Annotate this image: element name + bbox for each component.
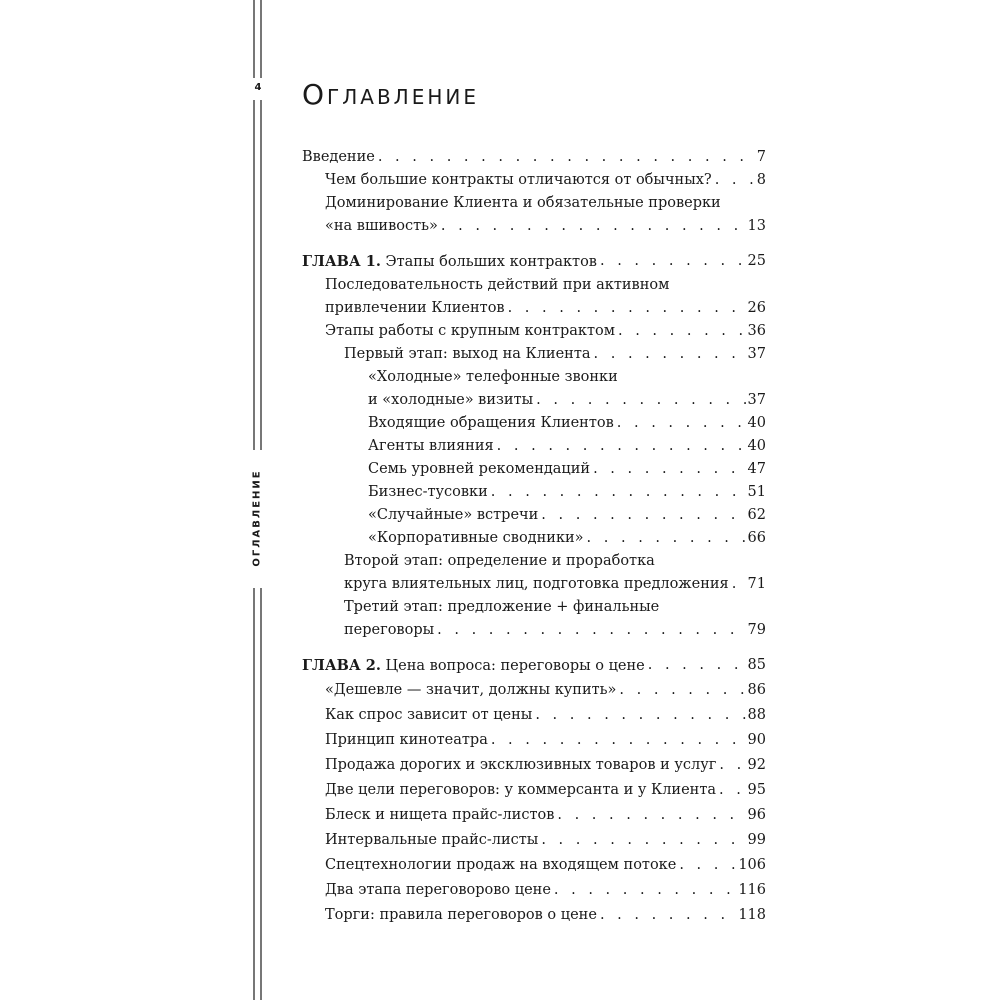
page-number: 4	[254, 82, 262, 93]
margin-rule	[253, 0, 255, 78]
entry-text: Бизнес-тусовки	[368, 484, 488, 500]
entry-page: 13	[747, 218, 766, 234]
entry-title	[325, 703, 532, 728]
entry-text: Интервальные прайс-листы	[325, 832, 539, 848]
entry-title	[368, 412, 614, 435]
margin-rule	[253, 588, 255, 1000]
entry-title-line: Третий этап: предложение + финальные	[344, 599, 660, 615]
entry-page: 25	[747, 253, 766, 269]
entry-text: переговоры	[344, 622, 435, 638]
entry-page: 85	[747, 657, 766, 673]
dot-leader	[716, 753, 747, 778]
dot-leader	[729, 573, 748, 596]
dot-leader	[645, 654, 748, 678]
margin-rule	[260, 0, 262, 78]
entry-text: Входящие обращения Клиентов	[368, 415, 614, 431]
entry-title	[325, 215, 438, 238]
toc-entry[interactable]	[302, 678, 766, 703]
entry-page: 26	[747, 300, 766, 316]
toc-entry[interactable]	[302, 320, 766, 343]
entry-page: 96	[747, 807, 766, 823]
dot-leader	[676, 853, 738, 878]
entry-title	[344, 619, 434, 642]
dot-leader	[591, 343, 748, 366]
page-title: Оглавление	[302, 78, 479, 111]
dot-leader	[438, 215, 748, 238]
toc-entry[interactable]	[302, 550, 766, 596]
entry-page: 8	[756, 172, 766, 188]
entry-text: и «холодные» визиты	[368, 392, 534, 408]
table-of-contents	[302, 146, 766, 928]
entry-page: 90	[747, 732, 766, 748]
entry-page: 40	[747, 438, 766, 454]
toc-section	[302, 654, 766, 928]
toc-entry[interactable]	[302, 366, 766, 412]
entry-title	[368, 389, 533, 412]
entry-page: 7	[756, 149, 766, 165]
entry-title	[325, 678, 616, 703]
entry-title	[325, 297, 505, 320]
toc-entry[interactable]	[302, 878, 766, 903]
dot-leader	[538, 828, 747, 853]
entry-title	[325, 853, 676, 878]
toc-entry[interactable]	[302, 169, 766, 192]
entry-text: «Корпоративные сводники»	[368, 530, 584, 546]
margin-rule	[253, 100, 255, 450]
toc-section	[302, 250, 766, 642]
toc-entry[interactable]	[302, 250, 766, 274]
entry-title-line: Доминирование Клиента и обязательные проверки	[325, 195, 721, 211]
entry-page: 95	[747, 782, 766, 798]
entry-text: Цена вопроса: переговоры о цене	[380, 658, 645, 674]
entry-page: 40	[747, 415, 766, 431]
dot-leader	[615, 320, 748, 343]
entry-text: Агенты влияния	[368, 438, 494, 454]
entry-text: «Случайные» встречи	[368, 507, 539, 523]
entry-title-line: Последовательность действий при активном	[325, 277, 670, 293]
dot-leader	[590, 458, 747, 481]
entry-text: привлечении Клиентов	[325, 300, 505, 316]
toc-entry[interactable]	[302, 596, 766, 642]
toc-entry[interactable]	[302, 274, 766, 320]
entry-page: 92	[747, 757, 766, 773]
margin-rule	[260, 588, 262, 1000]
entry-title	[325, 803, 554, 828]
dot-leader	[597, 250, 748, 274]
toc-entry[interactable]	[302, 828, 766, 853]
toc-entry[interactable]	[302, 458, 766, 481]
entry-page: 79	[747, 622, 766, 638]
entry-title-line: «Холодные» телефонные звонки	[368, 369, 618, 385]
entry-title-line: Второй этап: определение и проработка	[344, 553, 655, 569]
toc-entry[interactable]	[302, 703, 766, 728]
entry-title	[368, 481, 488, 504]
toc-entry[interactable]	[302, 412, 766, 435]
margin-rule	[260, 100, 262, 450]
entry-title	[325, 903, 597, 928]
entry-title	[344, 343, 591, 366]
entry-text: Этапы больших контрактов	[380, 254, 597, 270]
entry-page: 66	[747, 530, 766, 546]
entry-page: 86	[747, 682, 766, 698]
entry-page: 37	[747, 346, 766, 362]
dot-leader	[616, 678, 747, 703]
entry-text: Введение	[302, 149, 375, 165]
toc-entry[interactable]	[302, 778, 766, 803]
dot-leader	[614, 412, 748, 435]
entry-text: Как спрос зависит от цены	[325, 707, 533, 723]
dot-leader	[712, 169, 757, 192]
entry-title	[368, 435, 494, 458]
dot-leader	[716, 778, 748, 803]
dot-leader	[494, 435, 748, 458]
entry-page: 37	[747, 392, 766, 408]
dot-leader	[375, 146, 757, 169]
entry-text: «Дешевле — значит, должны купить»	[325, 682, 617, 698]
dot-leader	[533, 389, 747, 412]
entry-text: Две цели переговоров: у коммерсанта и у Клиента	[325, 782, 717, 798]
entry-text: Торги: правила переговоров о цене	[325, 907, 597, 923]
entry-title	[325, 753, 716, 778]
toc-entry[interactable]	[302, 481, 766, 504]
dot-leader	[554, 803, 747, 828]
chapter-label: ГЛАВА 1.	[302, 253, 381, 270]
dot-leader	[551, 878, 738, 903]
dot-leader	[597, 903, 738, 928]
entry-page: 99	[747, 832, 766, 848]
dot-leader	[505, 297, 748, 320]
entry-title	[302, 146, 375, 169]
entry-title	[302, 654, 645, 678]
entry-text: Первый этап: выход на Клиента	[344, 346, 591, 362]
dot-leader	[538, 504, 747, 527]
dot-leader	[488, 481, 748, 504]
toc-entry[interactable]	[302, 146, 766, 169]
toc-entry[interactable]	[302, 343, 766, 366]
dot-leader	[532, 703, 747, 728]
toc-entry[interactable]	[302, 728, 766, 753]
entry-page: 116	[738, 882, 766, 898]
entry-page: 118	[738, 907, 766, 923]
entry-text: Продажа дорогих и эксклюзивных товаров и услуг	[325, 757, 717, 773]
entry-text: Два этапа переговорово цене	[325, 882, 551, 898]
toc-entry[interactable]	[302, 753, 766, 778]
entry-title	[302, 250, 597, 274]
entry-title	[325, 828, 538, 853]
entry-text: Семь уровней рекомендаций	[368, 461, 591, 477]
entry-page: 62	[747, 507, 766, 523]
toc-entry[interactable]	[302, 654, 766, 678]
dot-leader	[434, 619, 747, 642]
entry-title	[325, 728, 488, 753]
dot-leader	[584, 527, 748, 550]
toc-section	[302, 146, 766, 238]
entry-title	[325, 878, 551, 903]
entry-text: круга влиятельных лиц, подготовка предложения	[344, 576, 729, 592]
toc-entry[interactable]	[302, 192, 766, 238]
dot-leader	[488, 728, 748, 753]
entry-title	[325, 778, 716, 803]
entry-page: 51	[747, 484, 766, 500]
entry-page: 47	[747, 461, 766, 477]
toc-entry[interactable]	[302, 435, 766, 458]
toc-entry[interactable]	[302, 903, 766, 928]
entry-title	[368, 458, 590, 481]
toc-entry[interactable]	[302, 527, 766, 550]
entry-text: Принцип кинотеатра	[325, 732, 488, 748]
entry-title	[368, 527, 584, 550]
entry-text: Спецтехнологии продаж на входящем потоке	[325, 857, 677, 873]
toc-entry[interactable]	[302, 504, 766, 527]
toc-entry[interactable]	[302, 803, 766, 828]
entry-title	[325, 320, 615, 343]
entry-title	[325, 169, 712, 192]
entry-text: Чем большие контракты отличаются от обычных?	[325, 172, 712, 188]
entry-title	[368, 504, 538, 527]
entry-page: 106	[738, 857, 766, 873]
entry-text: Блеск и нищета прайс-листов	[325, 807, 555, 823]
entry-text: Этапы работы с крупным контрактом	[325, 323, 615, 339]
entry-page: 36	[747, 323, 766, 339]
entry-text: «на вшивость»	[325, 218, 438, 234]
entry-page: 88	[747, 707, 766, 723]
chapter-label: ГЛАВА 2.	[302, 657, 381, 674]
entry-title	[344, 573, 729, 596]
entry-page: 71	[747, 576, 766, 592]
toc-entry[interactable]	[302, 853, 766, 878]
running-header: ОГЛАВЛЕНИЕ	[251, 469, 263, 567]
